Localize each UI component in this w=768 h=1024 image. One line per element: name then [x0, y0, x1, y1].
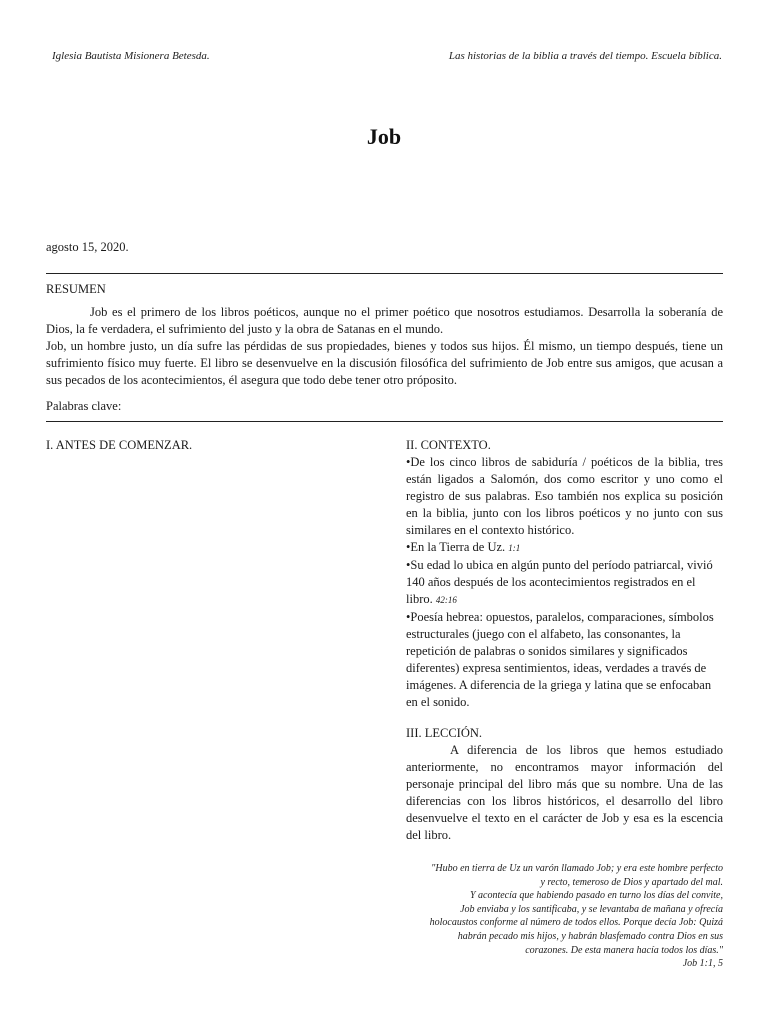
context-bullet-2-text: •En la Tierra de Uz.	[406, 540, 509, 554]
quote-line: habrán pecado mis hijos, y habrán blasfemado contra Dios en sus	[457, 930, 723, 942]
scripture-reference: 1:1	[508, 543, 521, 553]
quote-line: holocaustos conforme al número de todos ellos. Porque decía Job: Quizá	[429, 917, 723, 929]
divider-top	[46, 273, 723, 274]
section-before-starting-title: I. ANTES DE COMENZAR.	[46, 438, 193, 452]
quote-line: "Hubo en tierra de Uz un varón llamado Job; y era este hombre perfecto	[431, 863, 723, 874]
header-church-name: Iglesia Bautista Misionera Betesda.	[52, 50, 210, 62]
summary-paragraph-1: Job es el primero de los libros poéticos, aunque no el primer poético que nosotros estudiamos. Desarrolla la soberanía de Dios, la fe verdadera, el sufrimiento del justo y la obra de Satanas en el mundo.	[46, 305, 723, 336]
divider-bottom	[46, 421, 723, 422]
context-bullet-3-text: •Su edad lo ubica en algún punto del período patriarcal, vivió 140 años después de los acontecimientos registrados en el libro.	[406, 558, 713, 606]
document-title: Job	[366, 124, 402, 149]
context-bullet-3	[406, 557, 723, 609]
document-date: agosto 15, 2020.	[46, 240, 129, 254]
scripture-reference: 42:16	[435, 595, 457, 605]
context-bullet-1: •De los cinco libros de sabiduría / poéticos de la biblia, tres están ligados a Salomón, dos como escritor y uno como el registro de sus palabras. Eso también nos explica su posición en la biblia, junto con los libros poéticos y no junto con sus similares en el contexto histórico.	[406, 455, 723, 537]
context-bullet-4: •Poesía hebrea: opuestos, paralelos, comparaciones, símbolos estructurales (juego con el alfabeto, las consonantes, la repetición de palabras o sonidos similares y significados diferentes) expresa sentimientos, ideas, verdades a través de imágenes. A diferencia de la griega y latina que se enfocaban en el sonido.	[406, 610, 714, 709]
right-column	[406, 437, 723, 844]
scripture-quote	[406, 862, 723, 971]
section-lesson-title: III. LECCIÓN.	[406, 726, 483, 740]
section-context-title: II. CONTEXTO.	[406, 438, 491, 452]
summary-label: RESUMEN	[46, 282, 106, 296]
summary-body	[46, 304, 723, 389]
context-bullet-2	[406, 539, 723, 557]
keywords-label: Palabras clave:	[46, 399, 122, 413]
summary-paragraph-2: Job, un hombre justo, un día sufre las pérdidas de sus propiedades, bienes y todos sus hijos. Él mismo, un tiempo después, tiene un sufrimiento físico muy fuerte. El libro se desenvuelve en la discusión filosófica del sufrimiento de Job entre sus amigos, que acusan a sus pecados de los acontecimientos, él asegura que todo debe tener otro próposito.	[46, 339, 723, 387]
quote-line: Job enviaba y los santificaba, y se levantaba de mañana y ofrecía	[460, 903, 723, 915]
header-course-title: Las historias de la biblia a través del tiempo. Escuela bíblica.	[448, 50, 722, 62]
quote-line: Y acontecía que habiendo pasado en turno los días del convite,	[469, 890, 723, 902]
left-column	[46, 438, 376, 453]
quote-line: y recto, temeroso de Dios y apartado del mal.	[540, 876, 723, 888]
quote-line: corazones. De esta manera hacía todos los días."	[525, 944, 723, 956]
quote-citation: Job 1:1, 5	[682, 958, 723, 970]
lesson-body: A diferencia de los libros que hemos estudiado anteriormente, no encontramos mayor información del personaje principal del libro más que su nombre. Una de las diferencias con los libros históricos, el desarrollo del libro desenvuelve el texto en el carácter de Job y esa es la escencia del libro.	[406, 743, 723, 842]
